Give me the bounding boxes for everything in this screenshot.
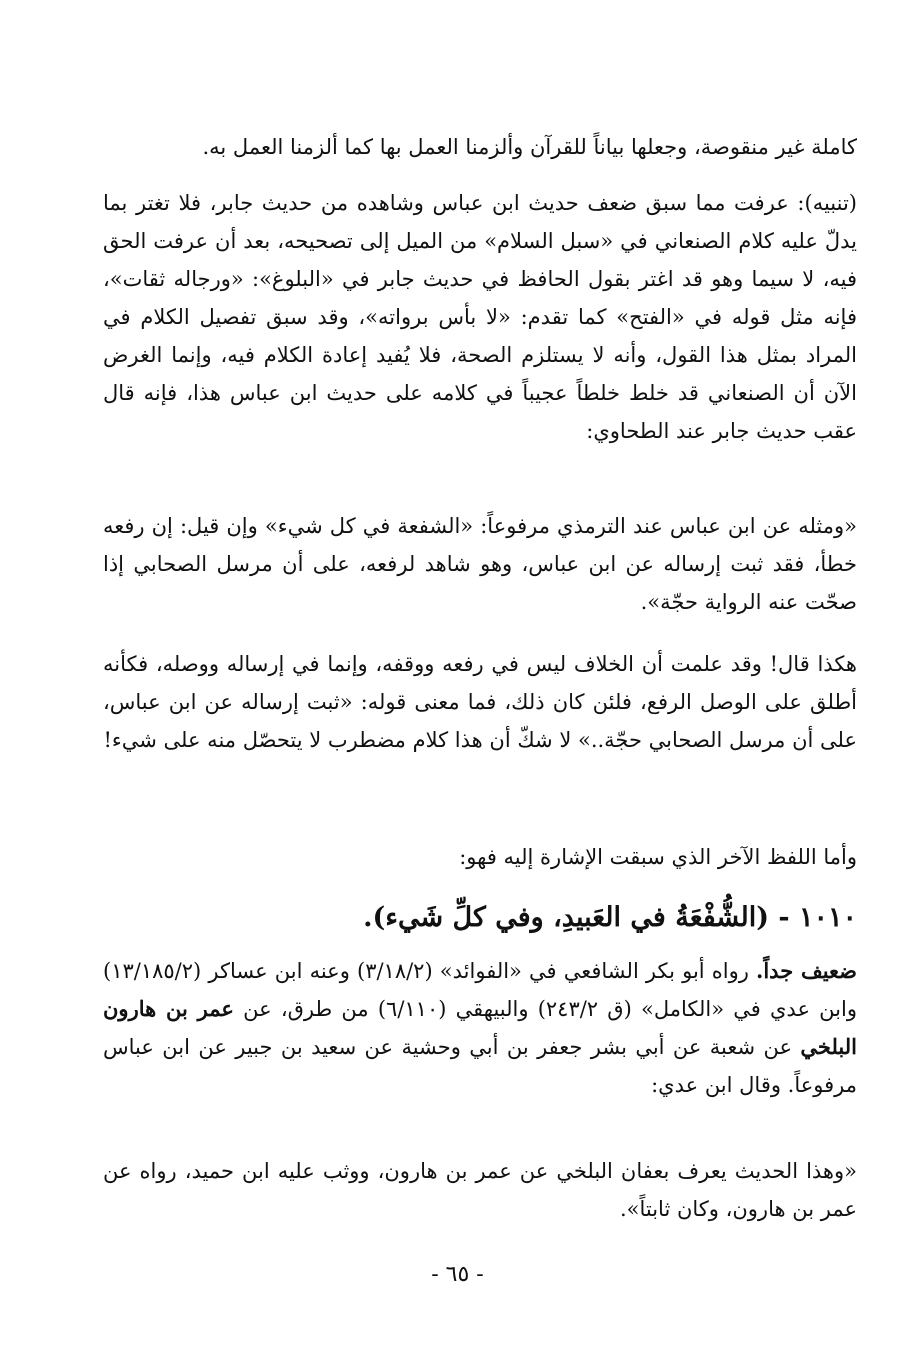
- sanani-quote-paragraph: «ومثله عن ابن عباس عند الترمذي مرفوعاً: «الشفعة في كل شيء» وإن قيل: إن رفعه خطأ، فقد ثبت إرساله عن ابن عباس، وهو شاهد لرفعه، على أن مرسل الصحابي إذا صحّت عنه الرواية حجّة».: [103, 514, 857, 614]
- transition-paragraph: وأما اللفظ الآخر الذي سبقت الإشارة إليه فهو:: [459, 845, 857, 869]
- commentary-paragraph: هكذا قال! وقد علمت أن الخلاف ليس في رفعه ووقفه، وإنما في إرساله ووصله، فكأنه أطلق على الوصل الرفع، فلئن كان ذلك، فما معنى قوله: «ثبت إرساله عن ابن عباس، على أن مرسل الصحابي حجّة..» لا شكّ أن هذا كلام مضطرب لا يتحصّل منه على شيء!: [103, 652, 857, 752]
- intro-paragraph: كاملة غير منقوصة، وجعلها بياناً للقرآن وألزمنا العمل بها كما ألزمنا العمل به.: [202, 135, 857, 159]
- page-number: - ٦٥ -: [431, 1262, 484, 1287]
- ibn-adi-quote-paragraph: «وهذا الحديث يعرف بعفان البلخي عن عمر بن هارون، ووثب عليه ابن حميد، رواه عن عمر بن هارون، وكان ثابتاً».: [103, 1159, 857, 1221]
- grading-paragraph: [103, 952, 857, 1104]
- narrator-name: عمر بن هارون البلخي: [103, 996, 857, 1059]
- grading-text-continued: عن شعبة عن أبي بشر جعفر بن أبي وحشية عن سعيد بن جبير عن ابن عباس مرفوعاً. وقال ابن عدي:: [103, 1035, 857, 1097]
- grading-label: ضعيف جداً.: [756, 958, 857, 983]
- tanbih-paragraph: (تنبيه): عرفت مما سبق ضعف حديث ابن عباس وشاهده من حديث جابر، فلا تغتر بما يدلّ عليه كلام الصنعاني في «سبل السلام» من الميل إلى تصحيحه، بعد أن عرفت الحق فيه، لا سيما وهو قد اغتر بقول الحافظ في حديث جابر في «البلوغ»: «ورجاله ثقات»، فإنه مثل قوله في «الفتح» كما تقدم: «لا بأس برواته»، وقد سبق تفصيل الكلام في المراد بمثل هذا القول، وأنه لا يستلزم الصحة، فلا يُفيد إعادة الكلام فيه، وإنما الغرض الآن أن الصنعاني قد خلط خلطاً عجيباً في كلامه على حديث ابن عباس هذا، فإنه قال عقب حديث جابر عند الطحاوي:: [103, 191, 857, 443]
- hadith-heading: ١٠١٠ - (الشُّفْعَةُ في العَبيدِ، وفي كلِّ شَيء).: [363, 902, 857, 933]
- grading-text: رواه أبو بكر الشافعي في «الفوائد» (٣/١٨/٢) وعنه ابن عساكر (١٣/١٨٥/٢) وابن عدي في «الكامل» (ق ٢٤٣/٢) والبيهقي (٦/١١٠) من طرق، عن: [103, 959, 857, 1021]
